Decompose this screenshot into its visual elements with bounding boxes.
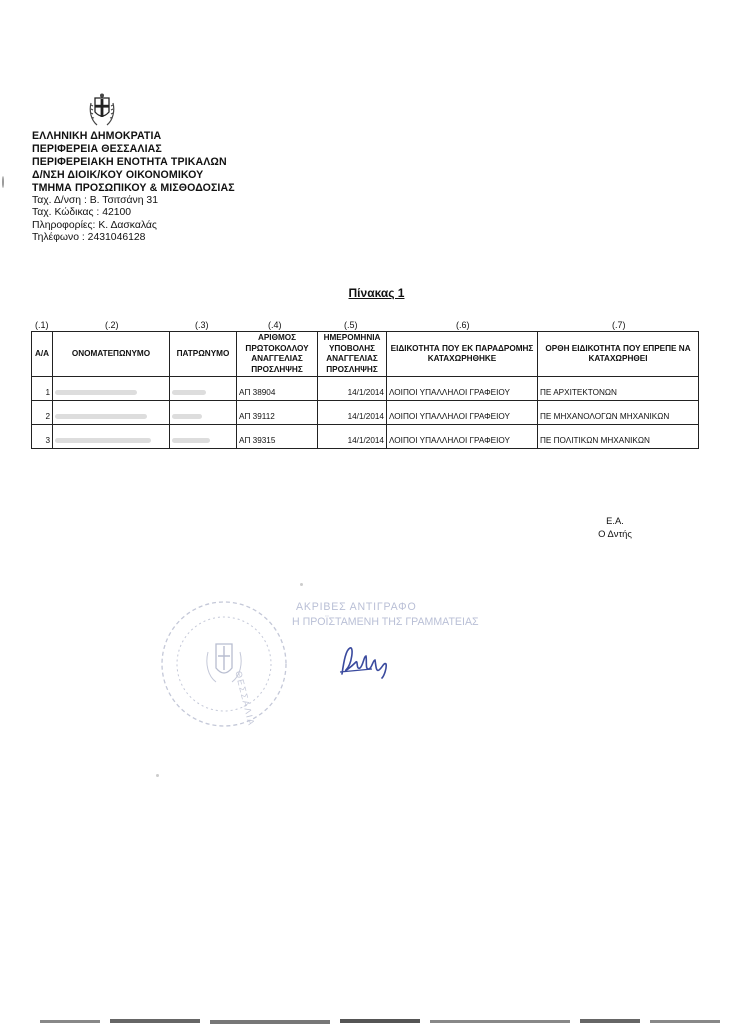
cell-correct-specialty: ΠΕ ΑΡΧΙΤΕΚΤΟΝΩΝ (538, 377, 699, 401)
column-number: (.1) (35, 320, 49, 330)
header-postal-code: Ταχ. Κώδικας : 42100 (32, 207, 132, 219)
greek-emblem-icon (86, 92, 118, 128)
column-number: (.5) (344, 320, 358, 330)
table-title-block (0, 284, 745, 302)
column-number: (.2) (105, 320, 119, 330)
table-header-row (32, 332, 699, 377)
header-info: Πληροφορίες: Κ. Δασκαλάς (32, 219, 157, 231)
column-number: (.3) (195, 320, 209, 330)
cell-correct-specialty: ΠΕ ΜΗΧΑΝΟΛΟΓΩΝ ΜΗΧΑΝΙΚΩΝ (538, 401, 699, 425)
column-number: (.7) (612, 320, 626, 330)
column-number: (.4) (268, 320, 282, 330)
authority-header (32, 130, 235, 245)
table-title: Πίνακας 1 (348, 286, 405, 300)
cell-fathername-redacted (170, 377, 237, 401)
signature-block (560, 515, 670, 540)
header-line-regional-unit: ΠΕΡΙΦΕΡΕΙΑΚΗ ΕΝΟΤΗΤΑ ΤΡΙΚΑΛΩΝ (32, 156, 227, 168)
stamp-text: ΘΕΣΣΑΛΙΑ (233, 670, 257, 728)
cell-aa: 3 (32, 425, 53, 449)
header-line-department: ΤΜΗΜΑ ΠΡΟΣΩΠΙΚΟΥ & ΜΙΣΘΟΔΟΣΙΑΣ (32, 182, 235, 194)
cell-wrong-specialty: ΛΟΙΠΟΙ ΥΠΑΛΛΗΛΟΙ ΓΡΑΦΕΙΟΥ (387, 401, 538, 425)
header-line-directorate: Δ/ΝΣΗ ΔΙΟΙΚ/ΚΟΥ ΟΙΚΟΝΟΜΙΚΟΥ (32, 169, 204, 181)
col-header-date: ΗΜΕΡΟΜΗΝΙΑ ΥΠΟΒΟΛΗΣ ΑΝΑΓΓΕΛΙΑΣ ΠΡΟΣΛΗΨΗΣ (318, 332, 387, 377)
cell-fullname-redacted (53, 425, 170, 449)
cell-aa: 2 (32, 401, 53, 425)
certified-copy-stamp (292, 600, 479, 630)
signature-director: Ο Δντής (598, 527, 632, 539)
col-header-aa: Α/Α (32, 332, 53, 377)
cell-fullname-redacted (53, 377, 170, 401)
cell-correct-specialty: ΠΕ ΠΟΛΙΤΙΚΩΝ ΜΗΧΑΝΙΚΩΝ (538, 425, 699, 449)
table-row (32, 401, 699, 425)
col-header-correct-specialty: ΟΡΘΗ ΕΙΔΙΚΟΤΗΤΑ ΠΟΥ ΕΠΡΕΠΕ ΝΑ ΚΑΤΑΧΩΡΗΘΕΙ (538, 332, 699, 377)
column-number: (.6) (456, 320, 470, 330)
cell-protocol: ΑΠ 38904 (237, 377, 318, 401)
cell-aa: 1 (32, 377, 53, 401)
cell-date: 14/1/2014 (318, 377, 387, 401)
cell-date: 14/1/2014 (318, 425, 387, 449)
col-header-protocol: ΑΡΙΘΜΟΣ ΠΡΩΤΟΚΟΛΛΟΥ ΑΝΑΓΓΕΛΙΑΣ ΠΡΟΣΛΗΨΗΣ (237, 332, 318, 377)
cell-date: 14/1/2014 (318, 401, 387, 425)
col-header-fathername: ΠΑΤΡΩΝΥΜΟ (170, 332, 237, 377)
header-address: Ταχ. Δ/νση : Β. Τσιτσάνη 31 (32, 195, 158, 206)
handwritten-signature (336, 642, 396, 682)
table-row (32, 377, 699, 401)
signature-ea: Ε.Α. (606, 515, 624, 526)
scan-mark (2, 176, 4, 188)
scan-mark (300, 583, 303, 586)
certified-copy-line2: Η ΠΡΟΪΣΤΑΜΕΝΗ ΤΗΣ ΓΡΑΜΜΑΤΕΙΑΣ (292, 616, 479, 628)
scan-mark (156, 774, 159, 777)
scan-edge-strip (0, 1018, 745, 1024)
corrections-table (31, 331, 699, 449)
cell-fullname-redacted (53, 401, 170, 425)
official-stamp-icon (148, 596, 298, 736)
table-row (32, 425, 699, 449)
cell-fathername-redacted (170, 401, 237, 425)
certified-copy-line1: ΑΚΡΙΒΕΣ ΑΝΤΙΓΡΑΦΟ (296, 601, 417, 613)
header-phone: Τηλέφωνο : 2431046128 (32, 232, 146, 244)
cell-protocol: ΑΠ 39315 (237, 425, 318, 449)
cell-fathername-redacted (170, 425, 237, 449)
cell-wrong-specialty: ΛΟΙΠΟΙ ΥΠΑΛΛΗΛΟΙ ΓΡΑΦΕΙΟΥ (387, 425, 538, 449)
header-line-republic: ΕΛΛΗΝΙΚΗ ΔΗΜΟΚΡΑΤΙΑ (32, 130, 162, 142)
header-line-region: ΠΕΡΙΦΕΡΕΙΑ ΘΕΣΣΑΛΙΑΣ (32, 143, 162, 155)
cell-protocol: ΑΠ 39112 (237, 401, 318, 425)
col-header-fullname: ΟΝΟΜΑΤΕΠΩΝΥΜΟ (53, 332, 170, 377)
cell-wrong-specialty: ΛΟΙΠΟΙ ΥΠΑΛΛΗΛΟΙ ΓΡΑΦΕΙΟΥ (387, 377, 538, 401)
col-header-wrong-specialty: ΕΙΔΙΚΟΤΗΤΑ ΠΟΥ ΕΚ ΠΑΡΑΔΡΟΜΗΣ ΚΑΤΑΧΩΡΗΘΗΚΕ (387, 332, 538, 377)
